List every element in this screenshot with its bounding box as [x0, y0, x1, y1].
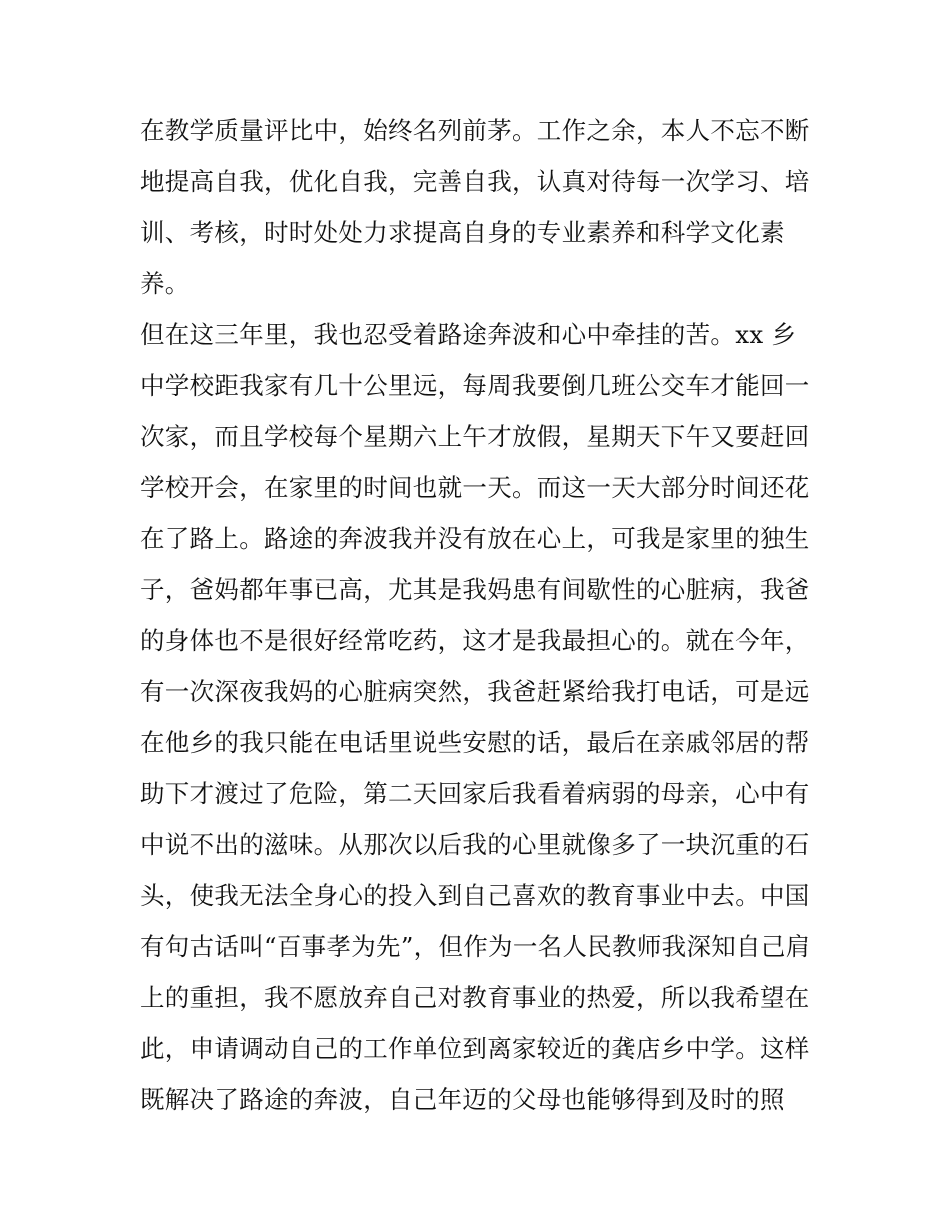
text-line: 此，申请调动自己的工作单位到离家较近的龚店乡中学。这样	[140, 1034, 810, 1063]
text-line: 有一次深夜我妈的心脏病突然，我爸赶紧给我打电话，可是远	[140, 677, 810, 706]
text-line: 次家，而且学校每个星期六上午才放假，星期天下午又要赶回	[140, 422, 810, 451]
text-line: 中学校距我家有几十公里远，每周我要倒几班公交车才能回一	[140, 371, 810, 400]
text-line: 在他乡的我只能在电话里说些安慰的话，最后在亲戚邻居的帮	[140, 728, 810, 757]
text-line: 上的重担，我不愿放弃自己对教育事业的热爱，所以我希望在	[140, 983, 810, 1012]
text-line: 训、考核，时时处处力求提高自身的专业素养和科学文化素	[140, 218, 785, 247]
text-line: 既解决了路途的奔波，自己年迈的父母也能够得到及时的照	[140, 1085, 785, 1114]
text-line: 子，爸妈都年事已高，尤其是我妈患有间歇性的心脏病，我爸	[140, 575, 810, 604]
text-line: 中说不出的滋味。从那次以后我的心里就像多了一块沉重的石	[140, 830, 810, 859]
text-line: 养。	[140, 269, 190, 298]
text-line: 助下才渡过了危险，第二天回家后我看着病弱的母亲，心中有	[140, 779, 810, 808]
text-line: 学校开会，在家里的时间也就一天。而这一天大部分时间还花	[140, 473, 810, 502]
text-line: 地提高自我，优化自我，完善自我，认真对待每一次学习、培	[140, 167, 810, 196]
text-line: 头，使我无法全身心的投入到自己喜欢的教育事业中去。中国	[140, 881, 810, 910]
document-body	[140, 105, 820, 1125]
text-line: 在教学质量评比中，始终名列前茅。工作之余，本人不忘不断	[140, 116, 810, 145]
text-line: 但在这三年里，我也忍受着路途奔波和心中牵挂的苦。xx 乡	[140, 320, 797, 349]
text-line: 有句古话叫“百事孝为先”，但作为一名人民教师我深知自己肩	[140, 932, 811, 961]
text-line: 的身体也不是很好经常吃药，这才是我最担心的。就在今年，	[140, 626, 810, 655]
text-line: 在了路上。路途的奔波我并没有放在心上，可我是家里的独生	[140, 524, 810, 553]
